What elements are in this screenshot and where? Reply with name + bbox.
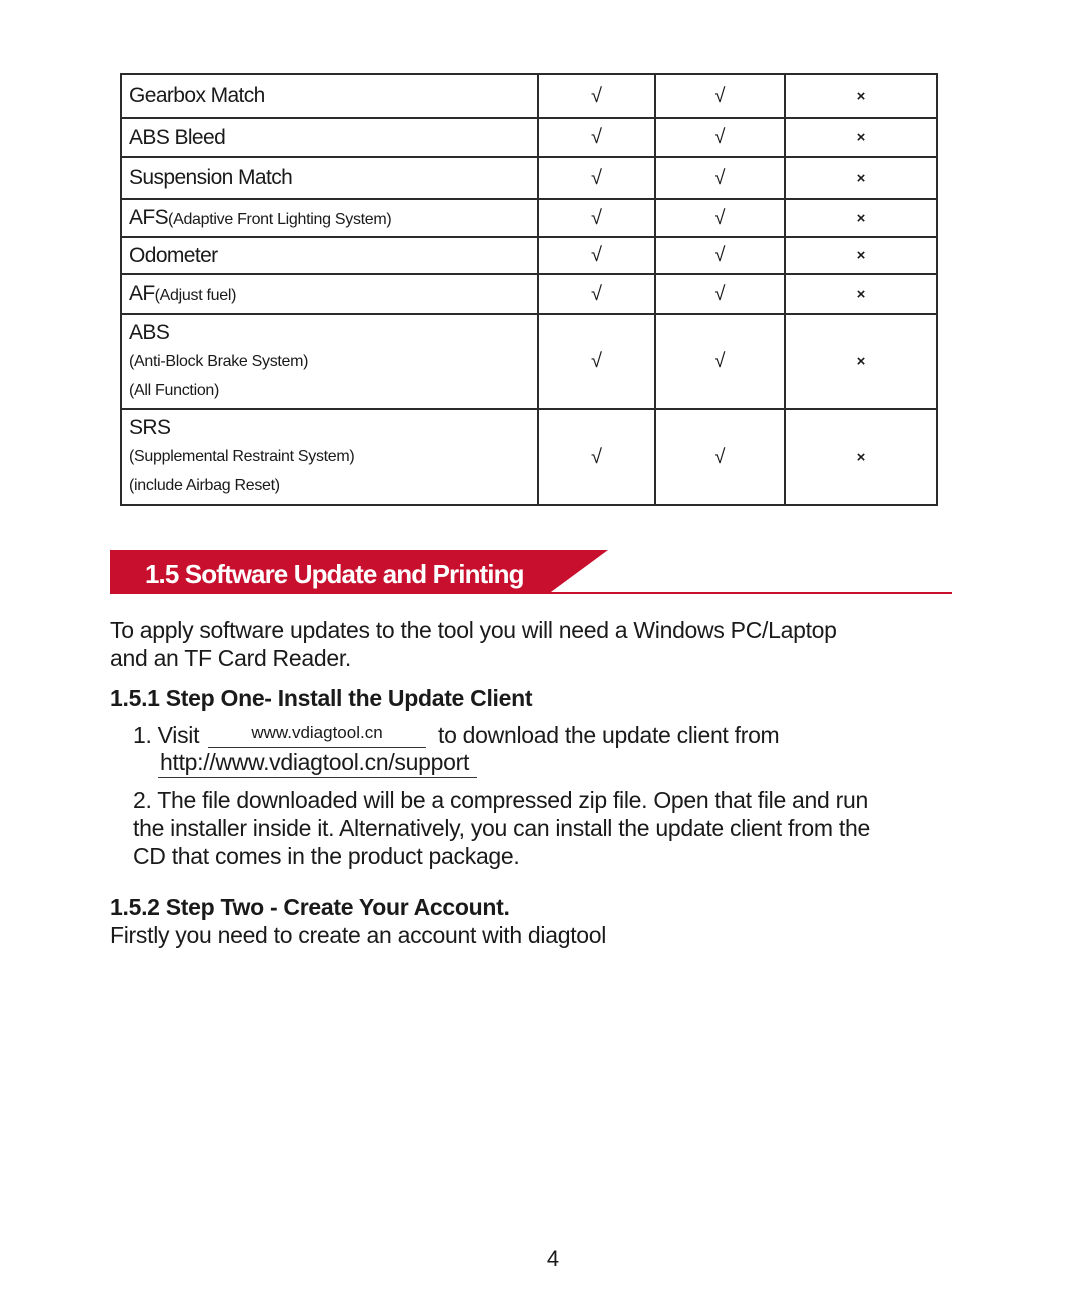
function-name xyxy=(121,409,538,505)
check-mark: √ xyxy=(655,314,785,409)
section-title: 1.5 Software Update and Printing xyxy=(145,559,524,589)
function-full-name: (Adaptive Front Lighting System) xyxy=(168,211,392,228)
section-header-rule xyxy=(110,592,952,594)
step-one-heading: 1.5.1 Step One- Install the Update Client xyxy=(110,685,533,711)
function-abbrev: AFS xyxy=(129,206,169,229)
table-row xyxy=(121,409,937,505)
step-one-item-2-line-2: the installer inside it. Alternatively, you can install the update client from the xyxy=(133,815,870,841)
check-mark: √ xyxy=(538,274,655,314)
step-one-item-1-suffix: to download the update client from xyxy=(438,722,780,748)
function-abbrev: SRS xyxy=(129,416,171,439)
function-note: (include Airbag Reset) xyxy=(129,477,280,494)
step-two-heading: 1.5.2 Step Two - Create Your Account. xyxy=(110,894,510,920)
function-support-table xyxy=(120,73,938,506)
check-mark: √ xyxy=(655,118,785,157)
check-mark: √ xyxy=(655,274,785,314)
check-mark: √ xyxy=(655,409,785,505)
table-row xyxy=(121,118,937,157)
cross-mark: × xyxy=(785,118,937,157)
step-one-item-1-prefix: 1. Visit xyxy=(133,722,200,748)
check-mark: √ xyxy=(538,409,655,505)
check-mark: √ xyxy=(655,199,785,237)
cross-mark: × xyxy=(785,237,937,274)
check-mark: √ xyxy=(538,199,655,237)
page-number: 4 xyxy=(546,1246,560,1271)
function-name xyxy=(121,314,538,409)
intro-line-2: and an TF Card Reader. xyxy=(110,645,352,671)
step-one-item-2-line-1: 2. The file downloaded will be a compressed zip file. Open that file and run xyxy=(133,787,868,813)
cross-mark: × xyxy=(785,199,937,237)
cross-mark: × xyxy=(785,74,937,118)
check-mark: √ xyxy=(538,74,655,118)
check-mark: √ xyxy=(655,74,785,118)
step-two-line-1: Firstly you need to create an account with diagtool xyxy=(110,922,607,948)
check-mark: √ xyxy=(538,157,655,199)
table-row xyxy=(121,274,937,314)
intro-line-1: To apply software updates to the tool you will need a Windows PC/Laptop xyxy=(110,617,837,643)
check-mark: √ xyxy=(655,157,785,199)
cross-mark: × xyxy=(785,274,937,314)
function-abbrev: AF xyxy=(129,282,155,305)
function-full-name: (Supplemental Restraint System) xyxy=(129,448,355,465)
table-row xyxy=(121,237,937,274)
table-row xyxy=(121,74,937,118)
table-row xyxy=(121,157,937,199)
function-name: Odometer xyxy=(121,237,538,274)
function-name: ABS Bleed xyxy=(121,118,538,157)
table-row xyxy=(121,314,937,409)
function-full-name: (Adjust fuel) xyxy=(154,287,237,304)
table-row xyxy=(121,199,937,237)
function-name: Suspension Match xyxy=(121,157,538,199)
check-mark: √ xyxy=(655,237,785,274)
function-name xyxy=(121,199,538,237)
step-one-item-2-line-3: CD that comes in the product package. xyxy=(133,843,520,869)
function-full-name: (Anti-Block Brake System) xyxy=(129,352,309,370)
cross-mark: × xyxy=(785,157,937,199)
vdiagtool-link[interactable]: www.vdiagtool.cn xyxy=(208,722,426,748)
function-name: Gearbox Match xyxy=(121,74,538,118)
function-abbrev: ABS xyxy=(129,320,170,344)
support-url-link[interactable]: http://www.vdiagtool.cn/support xyxy=(158,748,477,778)
cross-mark: × xyxy=(785,409,937,505)
check-mark: √ xyxy=(538,314,655,409)
section-header xyxy=(110,550,952,596)
check-mark: √ xyxy=(538,237,655,274)
check-mark: √ xyxy=(538,118,655,157)
cross-mark: × xyxy=(785,314,937,409)
function-name xyxy=(121,274,538,314)
function-note: (All Function) xyxy=(129,381,220,399)
